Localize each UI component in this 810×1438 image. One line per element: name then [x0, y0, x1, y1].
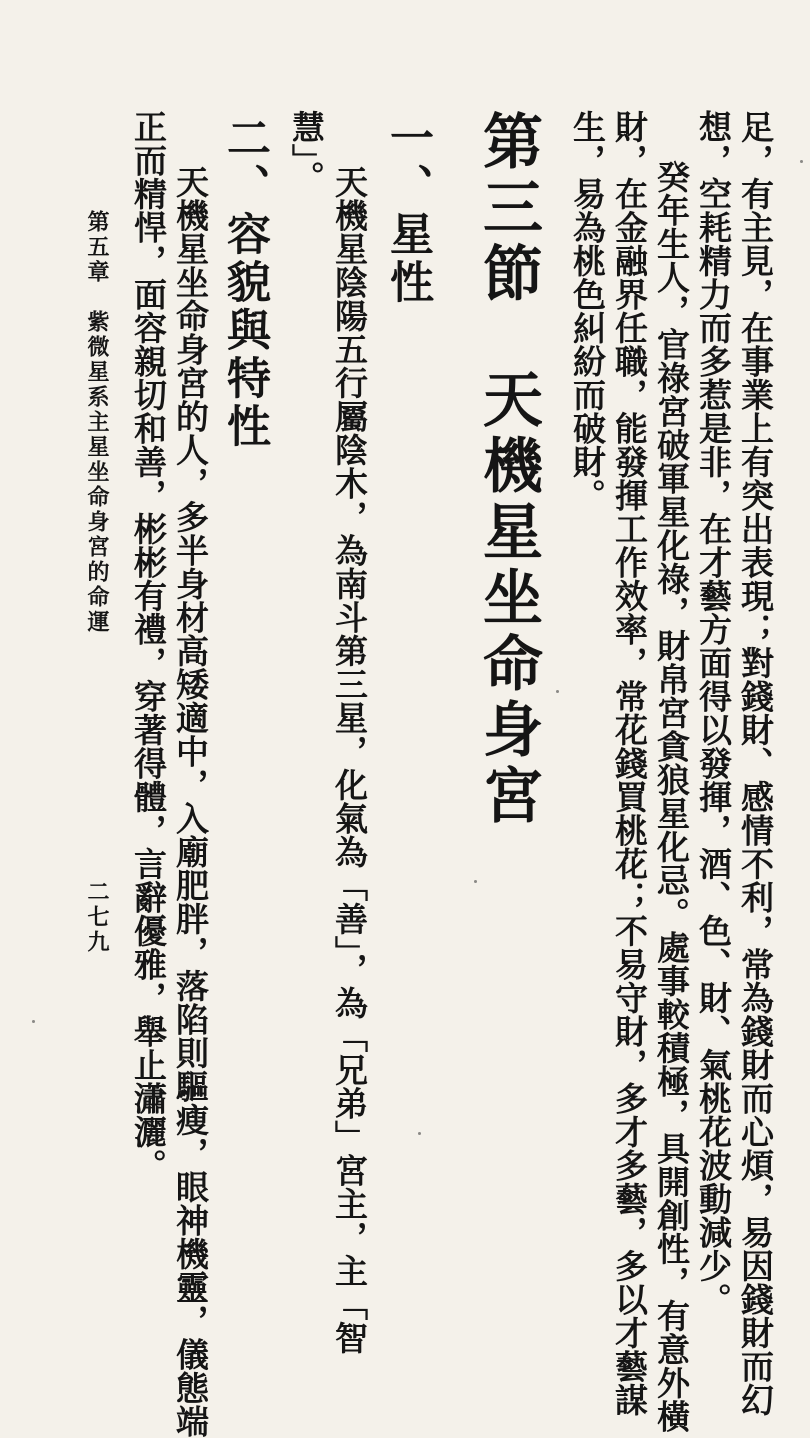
chapter-running-title: 第五章 紫微星系主星坐命身宮的命運 — [84, 210, 110, 635]
part1-text-line-2: 慧」。 — [287, 110, 326, 194]
part2-text-line-2: 正而精悍，面容親切和善，彬彬有禮，穿著得體，言辭優雅，舉止瀟灑。 — [129, 110, 168, 1182]
text-line-5: 生，易為桃色糾紛而破財。 — [568, 110, 607, 512]
scan-speck — [800, 160, 803, 163]
text-line-4: 財，在金融界任職，能發揮工作效率，常花錢買桃花；不易守財，多才多藝，多以才藝謀 — [610, 110, 649, 1417]
scan-speck — [474, 880, 477, 883]
page-number: 二七九 — [84, 880, 110, 955]
part2-text-line-1: 天機星坐命身宮的人，多半身材高矮適中，入廟肥胖，落陷則驅瘦，眼神機靈，儀態端 — [171, 165, 210, 1438]
heading-appearance: 二、容貌與特性 — [219, 115, 270, 451]
text-line-2: 想，空耗精力而多惹是非，在才藝方面得以發揮，酒、色、財、氣桃花波動減少。 — [694, 110, 733, 1316]
text-line-1: 足，有主見，在事業上有突出表現；對錢財、感情不利，常為錢財而心煩，易因錢財而幻 — [736, 110, 775, 1417]
scan-speck — [556, 690, 559, 693]
heading-xingxing: 一、星性 — [382, 115, 433, 307]
scan-speck — [418, 1132, 421, 1135]
section-number: 第三節 — [473, 110, 543, 308]
scan-speck — [32, 1020, 35, 1023]
section-title — [473, 110, 543, 830]
text-line-3: 癸年生人，官祿宮破軍星化祿，財帛宮貪狼星化忌。處事較積極，具開創性，有意外橫 — [652, 160, 691, 1433]
part1-text-line-1: 天機星陰陽五行屬陰木，為南斗第三星，化氣為「善」，為「兄弟」宮主，主「智 — [330, 165, 369, 1355]
section-title-text: 天機星坐命身宮 — [473, 368, 543, 830]
